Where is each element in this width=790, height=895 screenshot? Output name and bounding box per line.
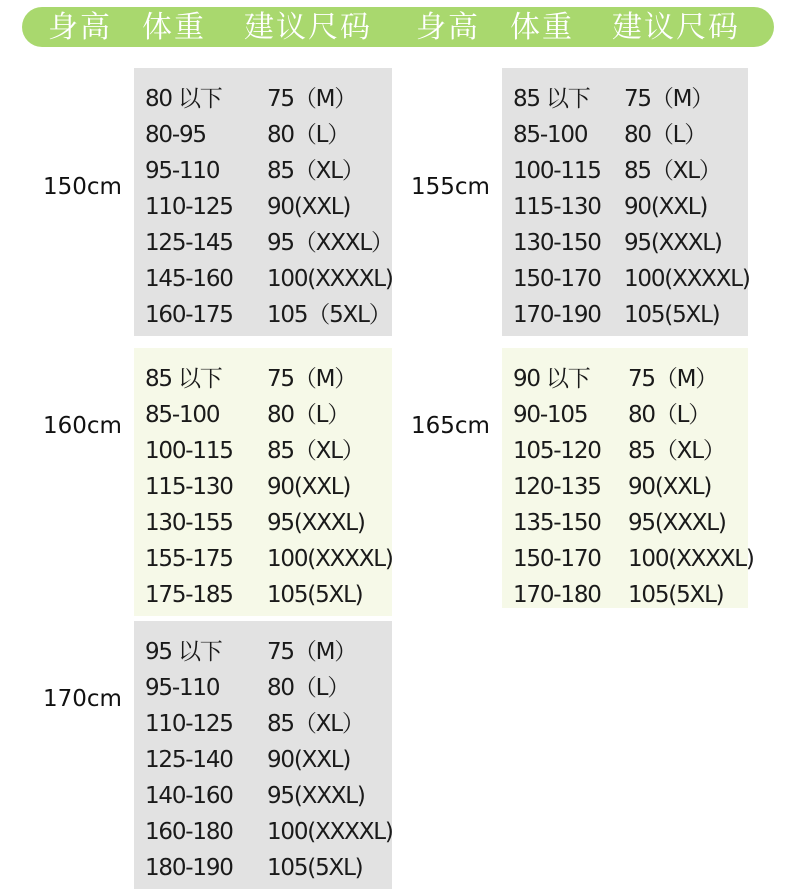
- size-cell: 90(XXL): [267, 474, 351, 500]
- table-row: [502, 542, 754, 578]
- table-row: [134, 578, 392, 614]
- weight-cell: 80-95: [145, 122, 206, 148]
- weight-cell: 180-190: [145, 855, 233, 881]
- table-row: [502, 262, 748, 298]
- size-cell: 95(XXXL): [624, 230, 722, 256]
- weight-cell: 85-100: [513, 122, 588, 148]
- size-cell: 75（M）: [628, 366, 718, 392]
- weight-cell: 115-130: [145, 474, 233, 500]
- table-row: [502, 118, 748, 154]
- weight-cell: 100-115: [145, 438, 233, 464]
- table-row: [134, 635, 392, 671]
- weight-cell: 100-115: [513, 158, 601, 184]
- table-row: [502, 190, 748, 226]
- weight-cell: 95-110: [145, 675, 220, 701]
- table-row: [502, 226, 748, 262]
- weight-cell: 175-185: [145, 582, 233, 608]
- height-label-150: 150cm: [43, 174, 122, 200]
- size-cell: 90(XXL): [624, 194, 708, 220]
- weight-cell: 155-175: [145, 546, 233, 572]
- header-banner: [22, 7, 774, 47]
- weight-cell: 170-180: [513, 582, 601, 608]
- weight-cell: 110-125: [145, 711, 233, 737]
- header-label-weight-2: 体重: [510, 10, 574, 45]
- size-cell: 85（XL）: [267, 711, 364, 737]
- size-cell: 75（M）: [267, 366, 357, 392]
- size-cell: 80（L）: [267, 402, 350, 428]
- size-cell: 75（M）: [267, 86, 357, 112]
- size-table-170: [134, 621, 392, 889]
- size-cell: 100(XXXXL): [267, 546, 393, 572]
- header-label-height-1: 身高: [48, 10, 112, 45]
- table-row: [134, 779, 392, 815]
- size-cell: 80（L）: [267, 675, 350, 701]
- table-row: [134, 542, 392, 578]
- weight-cell: 120-135: [513, 474, 601, 500]
- size-cell: 75（M）: [267, 639, 357, 665]
- weight-cell: 150-170: [513, 266, 601, 292]
- table-row: [134, 154, 392, 190]
- size-cell: 90(XXL): [267, 194, 351, 220]
- size-cell: 85（XL）: [267, 158, 364, 184]
- size-cell: 100(XXXXL): [267, 819, 393, 845]
- size-cell: 80（L）: [624, 122, 707, 148]
- size-cell: 100(XXXXL): [267, 266, 393, 292]
- table-row: [134, 707, 392, 743]
- weight-cell: 110-125: [145, 194, 233, 220]
- height-label-165: 165cm: [411, 413, 490, 439]
- size-cell: 105(5XL): [267, 855, 363, 881]
- weight-cell: 105-120: [513, 438, 601, 464]
- size-cell: 105（5XL）: [267, 302, 391, 328]
- size-cell: 90(XXL): [628, 474, 712, 500]
- header-label-size-1: 建议尺码: [244, 10, 372, 45]
- table-row: [134, 262, 392, 298]
- table-row: [134, 118, 392, 154]
- table-row: [502, 506, 748, 542]
- table-row: [502, 82, 748, 118]
- table-row: [134, 298, 392, 334]
- weight-cell: 145-160: [145, 266, 233, 292]
- table-row: [134, 226, 392, 262]
- table-row: [134, 671, 392, 707]
- table-row: [502, 154, 748, 190]
- table-row: [134, 506, 392, 542]
- weight-cell: 160-180: [145, 819, 233, 845]
- weight-cell: 135-150: [513, 510, 601, 536]
- weight-cell: 125-140: [145, 747, 233, 773]
- weight-cell: 150-170: [513, 546, 601, 572]
- weight-cell: 160-175: [145, 302, 233, 328]
- height-label-170: 170cm: [43, 686, 122, 712]
- size-cell: 95（XXXL）: [267, 230, 393, 256]
- weight-cell: 85-100: [145, 402, 220, 428]
- size-cell: 105(5XL): [267, 582, 363, 608]
- table-row: [134, 470, 392, 506]
- weight-cell: 80 以下: [145, 86, 222, 112]
- table-row: [502, 298, 748, 334]
- header-label-height-2: 身高: [416, 10, 480, 45]
- height-label-160: 160cm: [43, 413, 122, 439]
- table-row: [502, 362, 748, 398]
- table-row: [502, 398, 748, 434]
- header-label-weight-1: 体重: [142, 10, 206, 45]
- weight-cell: 170-190: [513, 302, 601, 328]
- size-cell: 80（L）: [628, 402, 711, 428]
- size-cell: 105(5XL): [624, 302, 720, 328]
- table-row: [134, 190, 392, 226]
- size-cell: 95(XXXL): [267, 783, 365, 809]
- table-row: [134, 398, 392, 434]
- table-row: [134, 82, 392, 118]
- size-cell: 105(5XL): [628, 582, 724, 608]
- size-cell: 90(XXL): [267, 747, 351, 773]
- size-cell: 75（M）: [624, 86, 714, 112]
- weight-cell: 90 以下: [513, 366, 590, 392]
- size-cell: 85（XL）: [267, 438, 364, 464]
- size-table-165: [502, 348, 754, 608]
- size-cell: 85（XL）: [628, 438, 725, 464]
- table-row: [134, 362, 392, 398]
- table-row: [502, 434, 748, 470]
- size-cell: 95(XXXL): [267, 510, 365, 536]
- size-cell: 100(XXXXL): [624, 266, 750, 292]
- table-row: [502, 578, 748, 614]
- weight-cell: 140-160: [145, 783, 233, 809]
- table-row: [134, 434, 392, 470]
- weight-cell: 95-110: [145, 158, 220, 184]
- table-row: [502, 470, 748, 506]
- weight-cell: 90-105: [513, 402, 588, 428]
- table-row: [134, 815, 392, 851]
- header-label-size-2: 建议尺码: [612, 10, 740, 45]
- weight-cell: 125-145: [145, 230, 233, 256]
- weight-cell: 115-130: [513, 194, 601, 220]
- size-cell: 100(XXXXL): [628, 546, 754, 572]
- table-row: [134, 743, 392, 779]
- size-table-155: [502, 68, 748, 336]
- table-row: [134, 851, 392, 887]
- size-cell: 80（L）: [267, 122, 350, 148]
- weight-cell: 130-155: [145, 510, 233, 536]
- height-label-155: 155cm: [411, 174, 490, 200]
- size-cell: 85（XL）: [624, 158, 721, 184]
- size-cell: 95(XXXL): [628, 510, 726, 536]
- weight-cell: 95 以下: [145, 639, 222, 665]
- size-table-150: [134, 68, 392, 336]
- weight-cell: 130-150: [513, 230, 601, 256]
- size-table-160: [134, 348, 392, 616]
- weight-cell: 85 以下: [145, 366, 222, 392]
- weight-cell: 85 以下: [513, 86, 590, 112]
